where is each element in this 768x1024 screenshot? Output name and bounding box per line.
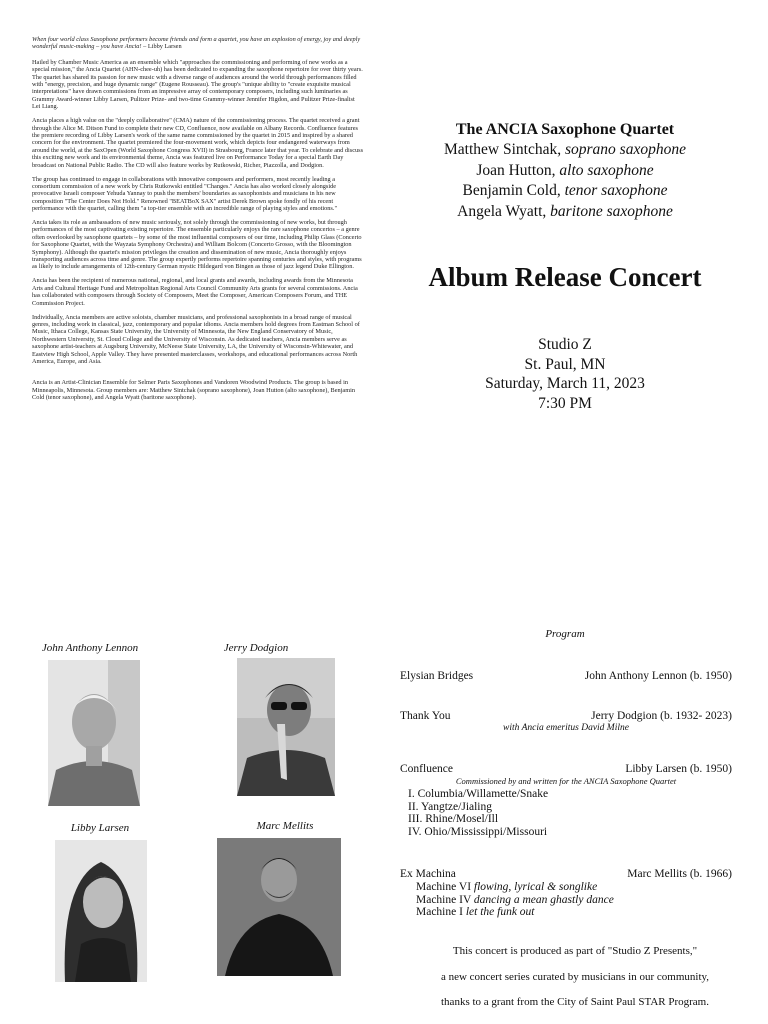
bio-paragraph-4: Ancia takes its role as ambassadors of new music seriously, not solely through the commissioning of new works, but through performances of the most captivating existing repertoire. The ensemble particularly enjoys the rare saxophone concertos – a genre often overlooked by saxophone quartets – by some of the most influential composers of our time, including Philip Glass (Concerto for Saxophone Quartet, with the Wayzata Symphony Orchestra) and William Bolcom (Concerto Grosso, with the Bloomington Symphony). Although the quartet's mission privileges the creation and dissemination of new music, Ancia thoroughly enjoys transporting audiences across time and genre. The group expertly performs repertoire spanning centuries and styles, with programs as likely to include arrangements of 12th-century German mystic Hildegard von Bingen as those of jazz legend Duke Ellington.: [32, 219, 362, 271]
quartet-header: [390, 120, 740, 222]
program-heading: Program: [545, 628, 585, 640]
program-title: Thank You: [400, 710, 451, 722]
footer-line-1: This concert is produced as part of "Studio Z Presents,": [452, 945, 698, 957]
member-1: Matthew Sintchak, soprano saxophone: [444, 141, 686, 158]
photo-lennon: [48, 660, 140, 806]
movement: II. Yangtze/Jialing: [408, 800, 493, 813]
program-composer: John Anthony Lennon (b. 1950): [584, 670, 732, 682]
quartet-name: The ANCIA Saxophone Quartet: [455, 121, 675, 138]
movement: IV. Ohio/Mississippi/Missouri: [408, 825, 548, 838]
photo-mellits: [217, 838, 341, 976]
member-4: Angela Wyatt, baritone saxophone: [457, 202, 673, 220]
program-item-4: [400, 867, 732, 881]
program-composer: Marc Mellits (b. 1966): [627, 868, 732, 880]
program-item-1: [400, 669, 732, 683]
movement-list: [416, 881, 614, 919]
member-2: Joan Hutton, alto saxophone: [476, 161, 654, 179]
bio-paragraph-3: The group has continued to engage in collaborations with innovative composers and performers, most recently leading a consortium commission of a new work by Chris Rutkowski entitled "Changes." Ancia has also worked closely alongside provocative Israeli composer Yehuda Yannay to push the members' boundaries as saxophonists and musicians in his new composition "The Center Does Not Hold." Renowned "BEATBoX SAX" artist Derek Brown spoke fondly of his recent performance with the quartet, calling them "a top-tier ensemble with an incredible range of playing styles and emotions.": [32, 175, 338, 213]
movement: Machine I let the funk out: [416, 906, 535, 918]
venue-city: St. Paul, MN: [524, 355, 606, 373]
movement: Machine VI flowing, lyrical & songlike: [416, 881, 598, 893]
composer-name-lennon: John Anthony Lennon: [41, 642, 139, 654]
bio-paragraph-2: Ancia places a high value on the "deeply collaborative" (CMA) nature of the commissioning process. The quartet received a grant through the Alice M. Ditson Fund to complete their new CD, Confluence, now available on Albany Records. Confluence features the premiere recording of Libby Larsen's work of the same name commissioned by the quartet in 2015 and inspired by a shared concern for the environment. The quartet premiered the four-movement work, which depicts four endangered waterways from around the world, at the SaxOpen (World Saxophone Congress XVII) in Strasbourg, France later that year. To celebrate and discuss this exciting new work and its environmental theme, Ancia was featured live on Performance Today for a special Earth Day broadcast on National Public Radio. The CD will also feature works by Rutkowski, Richer, Piazzolla, and Dodgion.: [32, 117, 364, 169]
program-composer: Libby Larsen (b. 1950): [625, 763, 732, 775]
composer-name-mellits: Marc Mellits: [256, 820, 314, 832]
bio-paragraph-5: Ancia has been the recipient of numerous national, regional, and local grants and awards, including awards from the Minnesota Arts and Cultural Heritage Fund and Metropolitan Regional Arts Council Community Arts grants for several commissions. Ancia has collaborated with composers through Society of Composers, Meet the Composer, American Composers Forum, and THE Commission Project.: [32, 277, 358, 307]
composer-name-larsen: Libby Larsen: [70, 822, 130, 834]
program-title: Ex Machina: [400, 868, 456, 880]
member-3: Benjamin Cold, tenor saxophone: [462, 182, 668, 199]
movement: I. Columbia/Willamette/Snake: [408, 788, 549, 800]
footer-line-2: a new concert series curated by musicians in our community,: [440, 971, 710, 983]
program-title: Confluence: [400, 763, 454, 775]
movement: Machine IV dancing a mean ghastly dance: [416, 893, 614, 906]
venue-block: [390, 335, 740, 413]
program-note: with Ancia emeritus David Milne: [503, 723, 629, 733]
program-title: Elysian Bridges: [400, 670, 474, 682]
bio-paragraph-7: Ancia is an Artist-Clinician Ensemble for Selmer Paris Saxophones and Vandoren Woodwind Products. The group is based in Minneapolis, Minnesota. Group members are: Matthew Sintchak (soprano saxophone), Joan Hutton (alto saxophone), Benjamin Cold (tenor saxophone), and Angela Wyatt (baritone saxophone).: [32, 379, 355, 402]
concert-time: 7:30 PM: [538, 394, 592, 412]
program-composer: Jerry Dodgion (b. 1932- 2023): [591, 710, 732, 722]
program-note: Commissioned by and written for the ANCIA Saxophone Quartet: [455, 776, 677, 786]
epigraph: When four world class Saxophone performers become friends and form a quartet, you have an explosion of energy, joy and deeply wonderful music-making – you have Ancia! – Libby Larsen: [32, 36, 361, 51]
photo-larsen: [55, 840, 147, 982]
concert-title: Album Release Concert: [428, 262, 702, 292]
movement: III. Rhine/Mosel/Ill: [408, 813, 499, 825]
program-item-2: [400, 709, 732, 723]
bio-paragraph-6: Individually, Ancia members are active soloists, chamber musicians, and professional saxophonists in a broad range of musical genres, including work in classical, jazz, contemporary and popular idioms. Ancia members hold degrees from Eastman School of Music, Ithaca College, Kansas State University, the University of Minnesota, the New England Conservatory of Music, Northwestern University, St. Cloud College and the University of Wisconsin. As dedicated teachers, Ancia members serve as saxophone artist-teachers at Augsburg University, McNeese State University, LA, the University of Wisconsin-Whitewater, and Eastview High School, Apple Valley. They have presented masterclasses, workshops, and educational performances across North America, Europe, and Asia.: [32, 313, 360, 365]
bio-column: [32, 36, 364, 408]
movement-list: [408, 788, 548, 838]
composer-name-dodgion: Jerry Dodgion: [223, 642, 289, 654]
bio-paragraph-1: Hailed by Chamber Music America as an ensemble which "approaches the commissioning and performing of new works as a special mission," the Ancia Quartet (AHN-chee-uh) has been dedicated to expanding the saxophone repertoire for over thirty years. The quartet has shared its passion for new music with a diverse range of audiences around the world through performances filled with "energy, precision, and huge dynamic range" (Eugene Rousseau). The group's "unique ability to "create exquisite musical interpretations" have drawn commissions from an impressive array of contemporary composers, including such luminaries as Grammy Award-winner Libby Larsen, Pulitzer Prize- and two-time Grammy-winner Jennifer Higdon, and Pulitzer Prize-finalist Lei Liang.: [32, 58, 363, 111]
program-item-3: [400, 762, 732, 776]
footer-line-3: thanks to a grant from the City of Saint Paul STAR Program.: [441, 996, 709, 1008]
photo-dodgion: [237, 658, 335, 796]
venue-name: Studio Z: [538, 336, 592, 353]
concert-date: Saturday, March 11, 2023: [485, 375, 645, 392]
